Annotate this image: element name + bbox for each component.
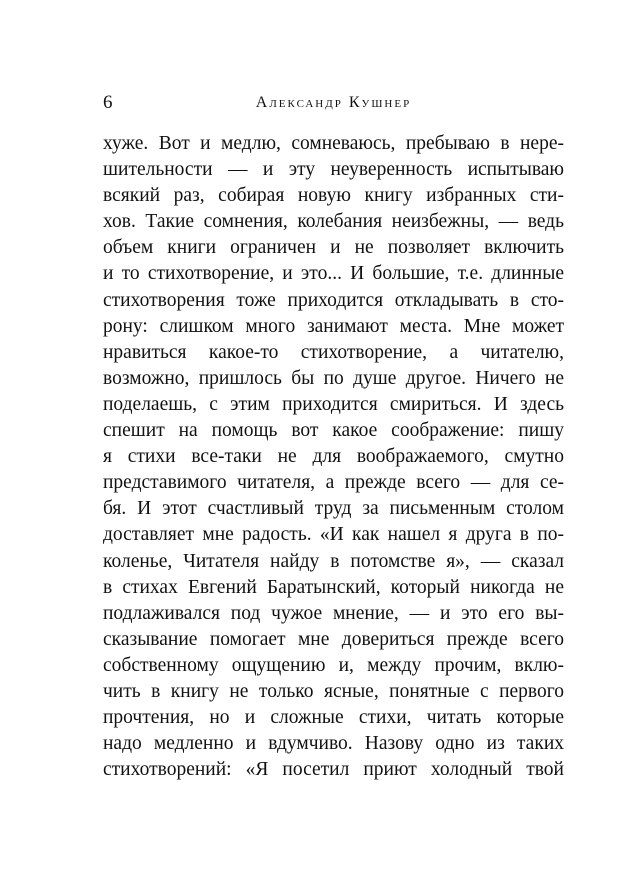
text-line: всякий раз, собирая новую книгу избранных сти- (103, 185, 564, 207)
text-line: в стихах Евгений Баратынский, который никогда не (103, 576, 564, 598)
body-text (103, 131, 564, 783)
page-number: 6 (103, 92, 113, 113)
running-title: Александр Кушнер (255, 94, 412, 111)
text-line: спешит на помощь вот какое соображение: пишу (103, 420, 564, 442)
text-line: хуже. Вот и медлю, сомневаюсь, пребываю в нере- (103, 133, 564, 154)
text-line: рону: слишком много занимают места. Мне может (103, 315, 564, 337)
text-line: хов. Такие сомнения, колебания неизбежны, — ведь (103, 211, 564, 233)
text-line: я стихи все-таки не для воображаемого, смутно (103, 446, 564, 468)
text-line: стихотворений: «Я посетил приют холодный твой (103, 759, 564, 781)
text-line: собственному ощущению и, между прочим, вклю- (103, 654, 564, 676)
text-line: сказывание помогает мне довериться прежде всего (103, 628, 564, 650)
text-line: коленье, Читателя найду в потомстве я», — сказал (103, 550, 564, 572)
text-line: стихотворения тоже приходится откладывать в сто- (103, 289, 564, 311)
text-line: чить в книгу не только ясные, понятные с первого (103, 680, 564, 702)
text-line: поделаешь, с этим приходится смириться. И здесь (103, 393, 564, 415)
text-line: представимого читателя, а прежде всего — для се- (103, 472, 564, 494)
text-line: объем книги ограничен и не позволяет включить (103, 237, 564, 259)
text-line: и то стихотворение, и это... И большие, т.е. длинные (103, 263, 564, 285)
text-line: доставляет мне радость. «И как нашел я друга в по- (103, 524, 564, 546)
page-header (103, 91, 564, 115)
text-line: нравиться какое-то стихотворение, а читателю, (103, 341, 564, 363)
text-line: бя. И этот счастливый труд за письменным столом (103, 498, 564, 520)
text-line: возможно, пришлось бы по душе другое. Ничего не (103, 367, 564, 389)
text-line: подлаживался под чужое мнение, — и это его вы- (103, 602, 564, 624)
text-line: прочтения, но и сложные стихи, читать которые (103, 707, 564, 729)
text-line: надо медленно и вдумчиво. Назову одно из таких (103, 733, 564, 755)
text-line: шительности — и эту неуверенность испытываю (103, 159, 564, 181)
